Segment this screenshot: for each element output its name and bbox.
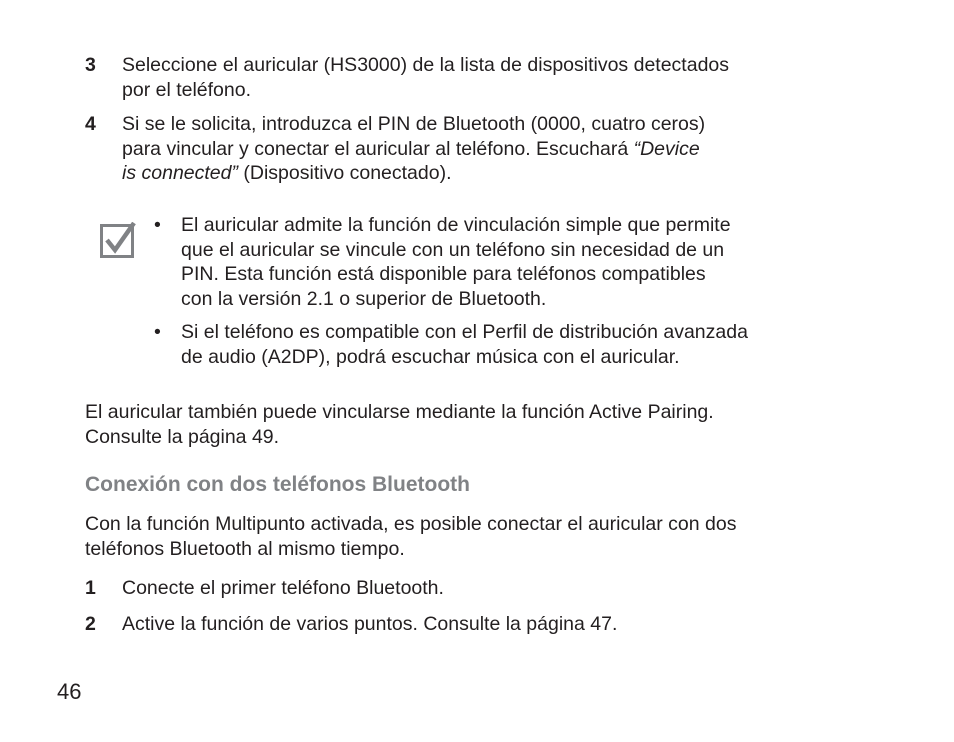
step-number: 3 (85, 54, 96, 76)
step-number: 4 (85, 113, 96, 135)
list-item (154, 320, 854, 369)
paragraph-line: Consulte la página 49. (85, 425, 280, 448)
step-2 (85, 612, 845, 637)
paragraph-line: teléfonos Bluetooth al mismo tiempo. (85, 537, 405, 560)
bullet-dot: • (154, 214, 161, 236)
step-line: por el teléfono. (122, 78, 252, 101)
checkbox-check-icon (100, 222, 136, 258)
step-text (122, 53, 845, 102)
multipoint-paragraph (85, 512, 865, 561)
list-item-line: Si el teléfono es compatible con el Perfil de distribución avanzada (181, 321, 748, 343)
section-heading: Conexión con dos teléfonos Bluetooth (85, 473, 470, 496)
bullet-dot: • (154, 321, 161, 343)
list-item-text (181, 320, 854, 369)
step-text: Conecte el primer teléfono Bluetooth. (122, 577, 444, 599)
step-line-plain: para vincular y conectar el auricular al teléfono. Escuchará (122, 137, 634, 160)
list-item-line: El auricular admite la función de vinculación simple que permite (181, 214, 731, 236)
step-text (122, 112, 845, 186)
step-4 (85, 112, 845, 186)
paragraph-line: Con la función Multipunto activada, es posible conectar el auricular con dos (85, 513, 737, 535)
list-item-line: que el auricular se vincule con un teléfono sin necesidad de un (181, 238, 725, 261)
step-text: Active la función de varios puntos. Consulte la página 47. (122, 613, 618, 635)
list-item-line: de audio (A2DP), podrá escuchar música con el auricular. (181, 345, 680, 368)
step-line-plain: (Dispositivo conectado). (237, 162, 452, 184)
step-line: Seleccione el auricular (HS3000) de la lista de dispositivos detectados (122, 54, 730, 76)
page-number: 46 (57, 679, 82, 704)
step-line-italic: is connected” (122, 162, 238, 184)
step-number: 2 (85, 613, 96, 635)
step-line (122, 161, 845, 186)
list-item (154, 213, 854, 311)
list-item-line: con la versión 2.1 o superior de Bluetooth. (181, 287, 547, 310)
list-item-text (181, 213, 854, 311)
step-line (122, 137, 845, 162)
step-line: Si se le solicita, introduzca el PIN de Bluetooth (0000, cuatro ceros) (122, 113, 706, 135)
active-pairing-paragraph (85, 400, 865, 449)
step-number: 1 (85, 577, 96, 599)
list-item-line: PIN. Esta función está disponible para teléfonos compatibles (181, 263, 706, 285)
paragraph-line: El auricular también puede vincularse mediante la función Active Pairing. (85, 401, 714, 423)
note-bullet-list (154, 213, 854, 378)
step-1 (85, 576, 845, 601)
step-line-italic: “Device (633, 137, 700, 160)
step-3 (85, 53, 845, 102)
